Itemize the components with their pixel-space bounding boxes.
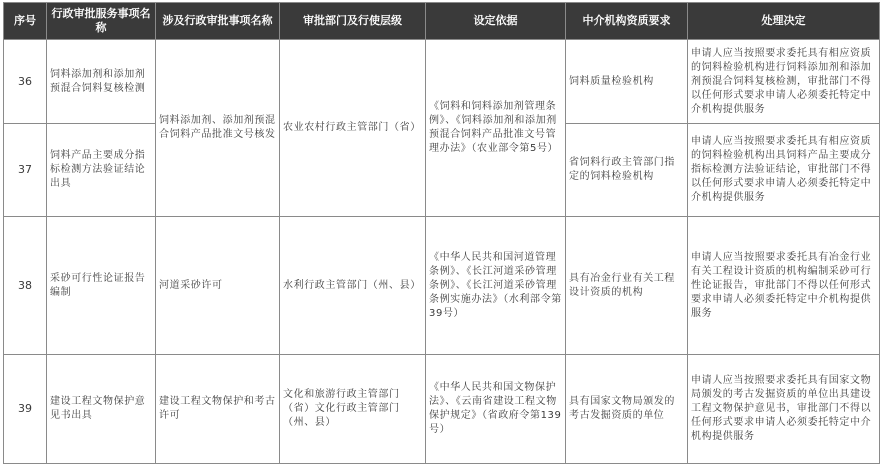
- approval-item-name: 建设工程文物保护和考古许可: [156, 355, 280, 464]
- intermediary-requirement: 具有国家文物局颁发的考古发掘资质的单位: [566, 355, 688, 464]
- approval-item-name: 饲料添加剂、添加剂预混合饲料产品批准文号核发: [156, 40, 280, 217]
- header-department-level: 审批部门及行使层级: [280, 3, 426, 40]
- legal-basis: 《中华人民共和国河道管理条例》、《长江河道采砂管理条例》、《长江河道采砂管理条例实施办法》（水利部令第39号）: [426, 217, 566, 355]
- intermediary-requirement: 省饲料行政主管部门指定的饲料检验机构: [566, 124, 688, 217]
- serial-number: 38: [4, 217, 47, 355]
- service-item-name: 采砂可行性论证报告编制: [47, 217, 156, 355]
- department-level: 农业农村行政主管部门（省）: [280, 40, 426, 217]
- table-row: [4, 217, 880, 355]
- header-approval-item-name: 涉及行政审批事项名称: [156, 3, 280, 40]
- header-legal-basis: 设定依据: [426, 3, 566, 40]
- legal-basis: 《中华人民共和国文物保护法》、《云南省建设工程文物保护规定》（省政府令第139号）: [426, 355, 566, 464]
- decision: 申请人应当按照要求委托具有冶金行业有关工程设计资质的机构编制采砂可行性论证报告，审批部门不得以任何形式要求申请人必须委托特定中介机构提供服务: [688, 217, 880, 355]
- decision: 申请人应当按照要求委托具有相应资质的饲料检验机构出具饲料产品主要成分指标检测方法验证结论，审批部门不得以任何形式要求申请人必须委托特定中介机构提供服务: [688, 124, 880, 217]
- approval-items-table: [3, 2, 880, 464]
- serial-number: 37: [4, 124, 47, 217]
- department-level: 水利行政主管部门（州、县）: [280, 217, 426, 355]
- service-item-name: 建设工程文物保护意见书出具: [47, 355, 156, 464]
- service-item-name: 饲料添加剂和添加剂预混合饲料复核检测: [47, 40, 156, 124]
- serial-number: 39: [4, 355, 47, 464]
- service-item-name: 饲料产品主要成分指标检测方法验证结论出具: [47, 124, 156, 217]
- decision: 申请人应当按照要求委托具有国家文物局颁发的考古发掘资质的单位出具建设工程文物保护意见书，审批部门不得以任何形式要求申请人必须委托特定中介机构提供服务: [688, 355, 880, 464]
- header-serial-number: 序号: [4, 3, 47, 40]
- intermediary-requirement: 具有冶金行业有关工程设计资质的机构: [566, 217, 688, 355]
- header-decision: 处理决定: [688, 3, 880, 40]
- approval-item-name: 河道采砂许可: [156, 217, 280, 355]
- department-level: 文化和旅游行政主管部门（省）文化行政主管部门（州、县）: [280, 355, 426, 464]
- intermediary-requirement: 饲料质量检验机构: [566, 40, 688, 124]
- decision: 申请人应当按照要求委托具有相应资质的饲料检验机构进行饲料添加剂和添加剂预混合饲料复核检测，审批部门不得以任何形式要求申请人必须委托特定中介机构提供服务: [688, 40, 880, 124]
- legal-basis: 《饲料和饲料添加剂管理条例》、《饲料添加剂和添加剂预混合饲料产品批准文号管理办法》（农业部令第5号）: [426, 40, 566, 217]
- table-row: [4, 355, 880, 464]
- table-header-row: [4, 3, 880, 40]
- serial-number: 36: [4, 40, 47, 124]
- header-intermediary-requirement: 中介机构资质要求: [566, 3, 688, 40]
- table-row: [4, 40, 880, 124]
- header-service-item-name: 行政审批服务事项名称: [47, 3, 156, 40]
